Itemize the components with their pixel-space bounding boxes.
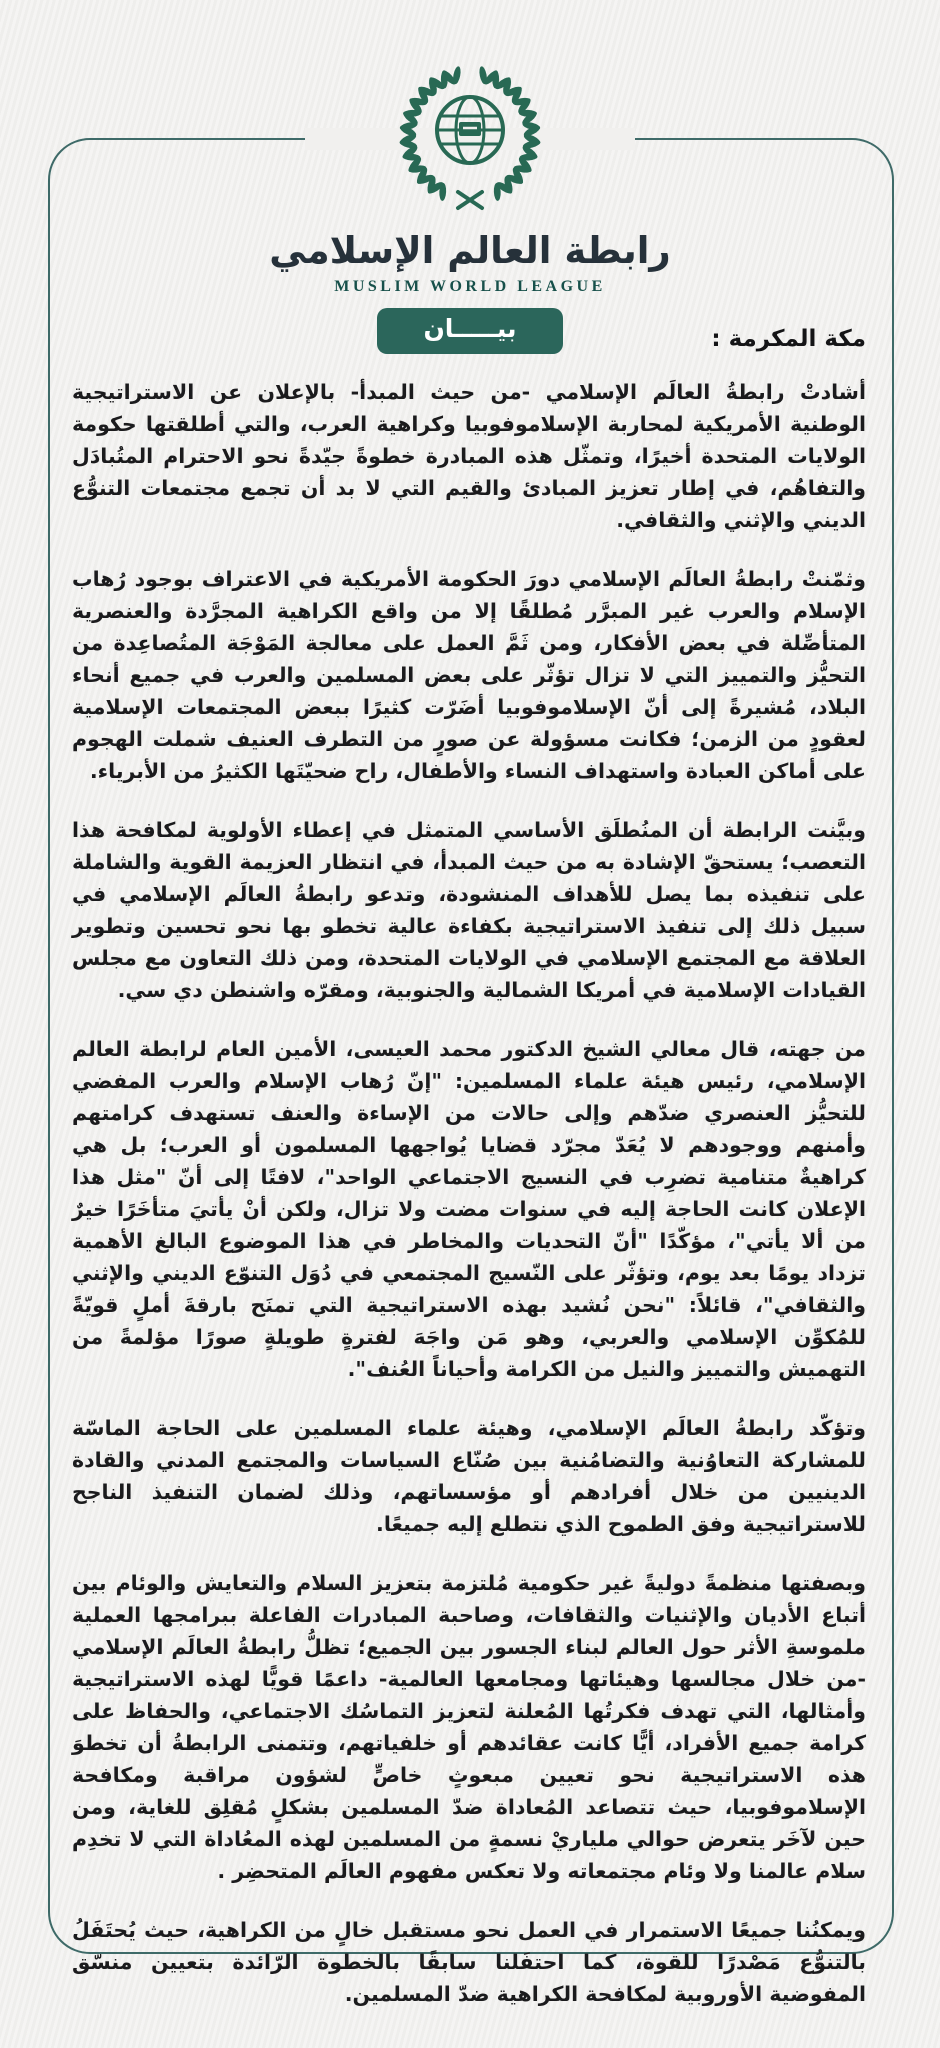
paragraph: وثمّنتْ رابطةُ العالَم الإسلامي دورَ الحكومة الأمريكية في الاعتراف بوجود رُهاب الإسلام والعرب غير المبرَّر مُطلقًا إلا من واقع الكراهية المجرَّدة والعنصرية المتأصِّلة في بعض الأفكار، ومن ثَمَّ العمل على معالجة المَوْجَة المتُصاعِدة من التحيُّز والتمييز التي لا تزال تؤثّر على بعض المسلمين والعرب في جميع أنحاء البلاد، مُشيرةً إلى أنّ الإسلاموفوبيا أضَرّت كثيرًا ببعض المجتمعات الإسلامية لعقودٍ من الزمن؛ فكانت مسؤولة عن صورٍ من التطرف العنيف شملت الهجوم على أماكن العبادة واستهداف النساء والأطفال، راح ضحيّتَها الكثيرُ من الأبرياء. bbox=[72, 567, 866, 783]
paragraph: من جهته، قال معالي الشيخ الدكتور محمد العيسى، الأمين العام لرابطة العالم الإسلامي، رئيس هيئة علماء المسلمين: "إنّ رُهاب الإسلام والعرب المفضي للتحيُّز العنصري ضدّهم وإلى حالات من الإساءة والعنف تستهدف كرامتهم وأمنهم ووجودهم لا يُعَدّ مجرّد قضايا يُواجهها المسلمون أو العرب؛ بل هي كراهيةٌ متنامية تضرِب في النسيج الاجتماعي الواحد"، لافتًا إلى أنّ "مثل هذا الإعلان كانت الحاجة إليه في سنوات مضت ولا تزال، ولكن أنْ يأتيَ متأخَرًا خيرٌ من ألا يأتي"، مؤكّدًا "أنّ التحديات والمخاطر في هذا الموضوع البالغ الأهمية تزداد يومًا بعد يوم، وتؤثّر على النّسيج المجتمعي في دُوَل التنوّع الديني والإثني والثقافي"، قائلاً: "نحن نُشيد بهذه الاستراتيجية التي تمنَح بارقةَ أملٍ قويّةً للمُكوِّن الإسلامي والعربي، وهو مَن واجَهَ لفترةٍ طويلةٍ صورًا مؤلمةً من التهميش والتمييز والنيل من الكرامة وأحياناً العُنف". bbox=[72, 1037, 866, 1381]
dateline: مكة المكرمة : bbox=[711, 326, 866, 352]
paragraph: ويمكنُنا جميعًا الاستمرار في العمل نحو مستقبل خالٍ من الكراهية، حيث يُحتَفَلُ بالتنوُّع مَصْدرًا للقوة، كما احتفَلنا سابقًا بالخطوة الرّائدة بتعيين منسّق المفوضية الأوروبية لمكافحة الكراهية ضدّ المسلمين. bbox=[72, 1918, 866, 2006]
org-name-arabic-wordmark: رابطة العالم الإسلامي bbox=[269, 229, 671, 272]
paragraph: أشادتْ رابطةُ العالَم الإسلامي -من حيث المبدأ- بالإعلان عن الاستراتيجية الوطنية الأمريكية لمحاربة الإسلاموفوبيا وكراهية العرب، والتي أطلقتها حكومة الولايات المتحدة أخيرًا، وتمثّل هذه المبادرة خطوةً جيّدةً نحو الاحترام المتُبادَل والتفاهُم، في إطار تعزيز المبادئ والقيم التي لا بد أن تجمع مجتمعات التنوُّع الديني والإثني والثقافي. bbox=[72, 380, 866, 532]
statement-badge: بيـــــان bbox=[377, 308, 562, 354]
paragraph: وبيَّنت الرابطة أن المنُطلَق الأساسي المتمثل في إعطاء الأولوية لمكافحة هذا التعصب؛ يستحقّ الإشادة به من حيث المبدأ، في انتظار العزيمة القوية والشاملة على تنفيذه بما يصل للأهداف المنشودة، وتدعو رابطةُ العالَم الإسلامي في سبيل ذلك إلى تنفيذ الاستراتيجية بكفاءة عالية تخطو بها نحو تحسين وتطوير العلاقة مع المجتمع الإسلامي في الولايات المتحدة، ومن ذلك التعاون مع مجلس القيادات الإسلامية في أمريكا الشمالية والجنوبية، ومقرّه واشنطن دي سي. bbox=[72, 818, 866, 1002]
paragraph: وبصفتها منظمةً دوليةً غير حكومية مُلتزمة بتعزيز السلام والتعايش والوئام بين أتباع الأديان والإثنيات والثقافات، وصاحبة المبادرات الفاعلة ببرامجها العملية ملموسةِ الأثر حول العالم لبناء الجسور بين الجميع؛ تظلُّ رابطةُ العالَم الإسلامي -من خلال مجالسها وهيئاتها ومجامعها العالمية- داعمًا قويًّا لهذه الاستراتيجية وأمثالها، التي تهدف فكرتُها المُعلنة لتعزيز التماسُك الاجتماعي، والحفاظ على كرامة جميع الأفراد، أيًّا كانت عقائدهم أو خلفياتهم، وتتمنى الرابطةُ أن تخطوَ هذه الاستراتيجية نحو تعيين مبعوثٍ خاصٍّ لشؤون مراقبة ومكافحة الإسلاموفوبيا، حيث تتصاعد المُعاداة ضدّ المسلمين بشكلٍ مُقلِق للغاية، ومن حين لآخَر يتعرض حوالي ملياريْ نسمةٍ من المسلمين لهذه المعُاداة التي لا تخدِم سلام عالمنا ولا وئام مجتمعاته ولا تعكس مفهوم العالَم المتحضِر . bbox=[72, 1571, 866, 1883]
laurel-wreath-globe-icon bbox=[380, 58, 560, 228]
header bbox=[0, 58, 940, 354]
org-name-english: MUSLIM WORLD LEAGUE bbox=[334, 277, 606, 295]
paragraph: وتؤكّد رابطةُ العالَم الإسلامي، وهيئة علماء المسلمين على الحاجة الماسّة للمشاركة التعاوُنية والتضامُنية بين صُنّاع السياسات والمجتمع المدني والقادة الدينيين من خلال أفرادهم أو مؤسساتهم، وذلك لضمان التنفيذ الناجح للاستراتيجية وفق الطموح الذي نتطلع إليه جميعًا. bbox=[72, 1416, 866, 1536]
statement-body bbox=[72, 326, 866, 2037]
